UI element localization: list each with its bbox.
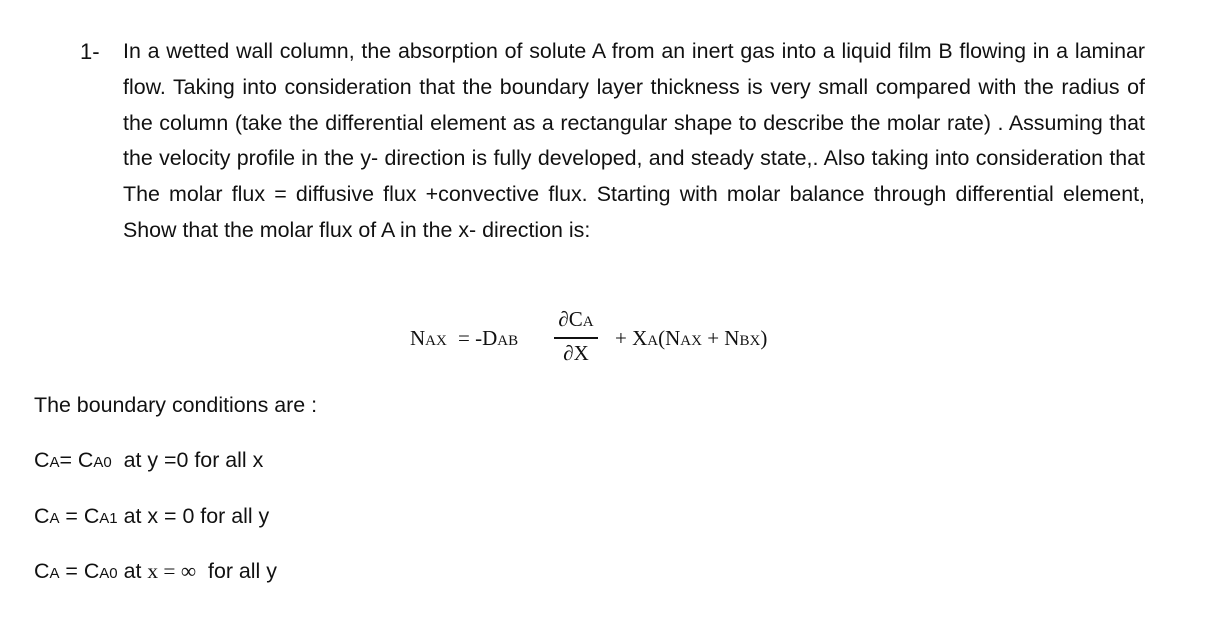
lhs-subscript: AX <box>425 333 447 349</box>
numerator-main: ∂C <box>558 307 583 331</box>
x-subscript: A <box>647 333 659 349</box>
bc3-tail-pre: at <box>117 559 148 583</box>
bc3-tail: for all y <box>196 559 277 583</box>
bc1-rhs-sub: A0 <box>93 454 112 471</box>
bc1-mid: = C <box>59 448 94 472</box>
partial-derivative-fraction <box>554 306 598 366</box>
equation-diffusion-coefficient <box>458 326 518 351</box>
bc2-lhs-sub: A <box>49 510 60 527</box>
bc1-lhs-sub: A <box>49 454 60 471</box>
equation-convective-term <box>615 326 767 351</box>
bc3-lhs-sub: A <box>49 565 60 582</box>
bc2-lhs: C <box>34 504 50 528</box>
bc2-tail: at x = 0 for all y <box>117 504 270 528</box>
plus-n: + N <box>701 326 740 350</box>
boundary-condition-1 <box>34 445 263 478</box>
problem-text: In a wetted wall column, the absorption of solute A from an inert gas into a liquid film B flowing in a laminar flow. Taking into consideration that the boundary layer thickness is very small compared with the radius of the column (take the differential element as a rectangular shape to describe the molar rate) . Assuming that the velocity profile in the y- direction is fully developed, and steady state,. Also taking into consideration that The molar flux = diffusive flux +convective flux. Starting with molar balance through differential element, Show that the molar flux of A in the x- direction is: <box>123 39 1145 242</box>
bc1-tail: at y =0 for all x <box>111 448 264 472</box>
bc3-rhs-sub: A0 <box>99 565 118 582</box>
fraction-bar <box>554 337 598 339</box>
lhs-symbol: N <box>410 326 426 350</box>
fraction-numerator <box>554 306 598 335</box>
close-paren: ) <box>760 326 768 350</box>
bc2-rhs-sub: A1 <box>99 510 118 527</box>
n2-subscript: BX <box>739 333 761 349</box>
bc1-lhs: C <box>34 448 50 472</box>
plus-x: + X <box>615 326 648 350</box>
problem-number: 1- <box>80 39 100 64</box>
bc3-infinity: x = ∞ <box>147 559 197 583</box>
boundary-conditions-heading: The boundary conditions are : <box>34 393 318 417</box>
bc3-mid: = C <box>59 559 100 583</box>
n1-subscript: AX <box>680 333 702 349</box>
fraction-denominator: ∂X <box>563 340 589 365</box>
equation-lhs <box>410 326 447 351</box>
equals-minus-d: = -D <box>458 326 498 350</box>
open-paren-n: (N <box>658 326 681 350</box>
bc3-lhs: C <box>34 559 50 583</box>
boundary-condition-3 <box>34 556 277 589</box>
bc2-mid: = C <box>59 504 100 528</box>
numerator-subscript: A <box>582 314 594 330</box>
boundary-condition-2 <box>34 501 269 534</box>
d-subscript: AB <box>497 333 519 349</box>
